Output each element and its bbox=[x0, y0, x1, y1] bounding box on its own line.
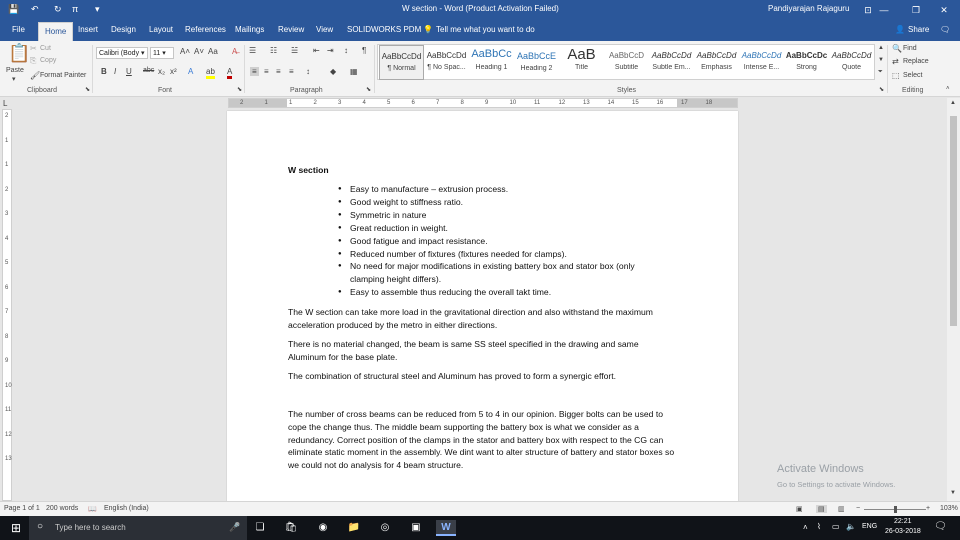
save-icon[interactable]: 💾 bbox=[8, 4, 20, 14]
select-button[interactable]: Select bbox=[903, 72, 923, 79]
paragraph-3: The combination of structural steel and Aluminum has proved to form a synergic effort. bbox=[288, 371, 616, 381]
gallery-more-icon[interactable]: ⏷ bbox=[878, 69, 883, 75]
superscript-button[interactable]: x² bbox=[170, 67, 177, 76]
style-9[interactable] bbox=[739, 45, 784, 80]
paragraph-2: There is no material changed, the beam is same SS steel specified in the drawing and same Aluminum for the base plate. bbox=[288, 339, 639, 362]
paragraph-group-label: Paragraph bbox=[290, 87, 323, 94]
document-heading: W section bbox=[288, 165, 329, 175]
bullet-icon: ● bbox=[338, 237, 342, 244]
clock-date[interactable]: 26-03-2018 bbox=[885, 528, 921, 535]
font-name-value: Calibri (Body bbox=[99, 50, 140, 57]
highlight-icon[interactable]: ab bbox=[206, 67, 215, 79]
tab-references[interactable]: References bbox=[185, 25, 226, 34]
style-preview: AaBbCcDd bbox=[381, 52, 422, 61]
language-status[interactable]: English (India) bbox=[104, 505, 149, 512]
bullet-item: Reduced number of fixtures (fixtures needed for clamps). bbox=[350, 248, 567, 259]
style-7[interactable] bbox=[649, 45, 694, 80]
word-taskbar-icon[interactable]: W bbox=[436, 520, 456, 536]
comments-icon[interactable]: 🗨 bbox=[940, 25, 951, 34]
bullet-icon: ● bbox=[338, 250, 342, 257]
bullet-item: Easy to assemble thus reducing the overall takt time. bbox=[350, 287, 552, 298]
bullet-item: Symmetric in nature bbox=[350, 209, 427, 220]
font-color-icon[interactable]: A bbox=[227, 67, 232, 79]
word-count[interactable]: 200 words bbox=[46, 505, 79, 512]
proofing-icon[interactable]: 📖 bbox=[88, 506, 97, 513]
italic-button[interactable]: I bbox=[114, 67, 117, 76]
input-language[interactable]: ENG bbox=[862, 523, 878, 530]
tab-home[interactable]: Home bbox=[38, 22, 73, 41]
app-icon[interactable]: ▣ bbox=[411, 522, 421, 533]
minimize-button[interactable]: — bbox=[879, 5, 889, 15]
select-icon: ⬚ bbox=[892, 71, 900, 80]
ruler-number: 10 bbox=[5, 382, 12, 389]
style-name: Subtle Em... bbox=[652, 64, 691, 71]
style-1[interactable] bbox=[379, 45, 424, 80]
horizontal-ruler[interactable] bbox=[228, 98, 738, 108]
tab-solidworks-pdm[interactable]: SOLIDWORKS PDM bbox=[347, 25, 422, 34]
style-8[interactable] bbox=[694, 45, 739, 80]
ruler-number: 1 bbox=[5, 162, 9, 168]
format-painter-icon: 🖌 bbox=[30, 71, 41, 80]
page-count[interactable]: Page 1 of 1 bbox=[4, 505, 40, 512]
taskbar bbox=[0, 516, 960, 540]
ruler-number: 9 bbox=[485, 100, 489, 106]
bullet-item: Good fatigue and impact resistance. bbox=[350, 235, 488, 246]
style-preview: AaBbCcE bbox=[516, 51, 557, 61]
justify-button[interactable]: ≡ bbox=[289, 67, 294, 76]
ruler-number: 12 bbox=[5, 431, 12, 438]
customize-qat-icon[interactable]: ▾ bbox=[95, 4, 100, 14]
style-name: Subtitle bbox=[614, 64, 639, 71]
ruler-number: 2 bbox=[313, 100, 317, 106]
document-page[interactable] bbox=[227, 111, 738, 503]
gallery-up-icon[interactable]: ▲ bbox=[878, 45, 884, 51]
style-name: Emphasis bbox=[701, 64, 732, 71]
close-button[interactable]: ✕ bbox=[940, 5, 948, 15]
style-3[interactable] bbox=[469, 45, 514, 80]
style-name: ¶ Normal bbox=[387, 65, 416, 72]
show-hidden-icons[interactable]: ˄ bbox=[803, 523, 808, 532]
underline-button[interactable]: U bbox=[126, 67, 132, 76]
ruler-number: 1 bbox=[5, 137, 9, 144]
zoom-slider[interactable] bbox=[864, 509, 926, 510]
style-2[interactable] bbox=[424, 45, 469, 80]
ruler-number: 13 bbox=[583, 100, 590, 106]
center-button[interactable]: ≡ bbox=[264, 67, 269, 76]
ruler-number: 13 bbox=[5, 456, 12, 462]
style-name: Strong bbox=[796, 64, 817, 71]
web-layout-icon[interactable]: ▥ bbox=[838, 506, 845, 513]
replace-button[interactable]: Replace bbox=[903, 58, 929, 65]
bullet-item: Easy to manufacture – extrusion process. bbox=[350, 184, 509, 194]
user-name[interactable]: Pandiyarajan Rajaguru bbox=[768, 4, 850, 13]
find-icon: 🔍 bbox=[892, 44, 902, 53]
copy-button[interactable]: Copy bbox=[40, 57, 57, 64]
gallery-down-icon[interactable]: ▼ bbox=[878, 57, 884, 63]
style-name: Intense E... bbox=[743, 64, 780, 71]
ruler-number: 7 bbox=[5, 309, 9, 315]
show-formatting-icon[interactable]: ¶ bbox=[362, 46, 367, 55]
line-spacing-icon[interactable]: ↕ bbox=[306, 67, 310, 76]
editing-group-label: Editing bbox=[902, 87, 924, 94]
paste-icon[interactable]: 📋 bbox=[8, 43, 31, 63]
strikethrough-button[interactable]: abc bbox=[143, 67, 155, 74]
bullets-icon[interactable]: ☰ bbox=[249, 46, 257, 55]
ruler-number: 5 bbox=[387, 100, 391, 106]
style-name: Title bbox=[575, 64, 588, 71]
ruler-number: 2 bbox=[5, 186, 9, 193]
restore-button[interactable]: ❐ bbox=[911, 5, 921, 15]
volume-icon[interactable]: 🔈 bbox=[846, 522, 856, 531]
replace-icon: ⇄ bbox=[892, 57, 899, 66]
battery-icon[interactable]: ▭ bbox=[832, 522, 840, 531]
ribbon-display-icon[interactable]: ⊡ bbox=[864, 5, 872, 15]
ruler-number: 2 bbox=[240, 100, 244, 106]
align-right-button[interactable]: ≡ bbox=[276, 67, 281, 76]
change-case-icon[interactable]: Aa bbox=[208, 47, 218, 56]
activate-windows-subtitle: Go to Settings to activate Windows. bbox=[777, 480, 896, 489]
tab-selector-icon[interactable]: L bbox=[3, 99, 8, 108]
ruler-number: 18 bbox=[705, 100, 713, 106]
bullet-icon: ● bbox=[338, 224, 342, 231]
bullet-icon: ● bbox=[338, 186, 342, 192]
ruler-number: 9 bbox=[5, 358, 9, 364]
styles-launcher-icon[interactable]: ⬊ bbox=[879, 87, 885, 93]
shading-icon[interactable]: ◆ bbox=[330, 67, 337, 76]
ruler-number: 10 bbox=[509, 100, 517, 106]
ruler-number: 7 bbox=[436, 100, 440, 106]
style-10[interactable] bbox=[784, 45, 829, 80]
bullet-icon: ● bbox=[338, 263, 342, 270]
decrease-indent-icon[interactable]: ⇤ bbox=[313, 46, 320, 55]
ruler-number: 12 bbox=[558, 100, 566, 106]
subscript-button[interactable]: x₂ bbox=[158, 67, 166, 76]
vertical-ruler[interactable] bbox=[2, 109, 12, 501]
font-group-label: Font bbox=[158, 87, 173, 94]
ruler-number: 6 bbox=[411, 100, 415, 106]
paragraph-1: The W section can take more load in the gravitational direction and also withstand the maximum acceleration produced by the metro in either directions. bbox=[288, 307, 653, 330]
style-preview: AaBbCcDd bbox=[741, 51, 782, 60]
font-name-select[interactable]: Calibri (Body ▾ bbox=[96, 47, 148, 59]
ruler-number: 14 bbox=[607, 100, 615, 106]
style-6[interactable] bbox=[604, 45, 649, 80]
network-icon[interactable]: ⌇ bbox=[817, 522, 821, 531]
tab-insert[interactable]: Insert bbox=[78, 25, 99, 34]
style-name: Heading 2 bbox=[520, 65, 553, 72]
borders-icon[interactable]: ▦ bbox=[350, 67, 358, 76]
redo-icon[interactable]: ↻ bbox=[54, 4, 62, 14]
shrink-font-icon[interactable]: A˅ bbox=[194, 47, 205, 56]
zoom-out-button[interactable]: − bbox=[856, 505, 861, 512]
read-mode-icon[interactable]: ▣ bbox=[796, 506, 803, 513]
status-bar bbox=[0, 501, 960, 516]
tab-mailings[interactable]: Mailings bbox=[235, 25, 265, 34]
font-size-value: 11 bbox=[153, 50, 161, 57]
style-preview: AaBbCcDd bbox=[426, 51, 467, 60]
share-icon[interactable]: 👤 bbox=[895, 25, 905, 34]
scroll-down-icon[interactable]: ▼ bbox=[950, 490, 956, 496]
clipboard-group-label: Clipboard bbox=[27, 87, 57, 94]
tab-design[interactable]: Design bbox=[111, 25, 136, 34]
styles-group-label: Styles bbox=[617, 87, 637, 94]
tab-review[interactable]: Review bbox=[278, 25, 305, 34]
bullet-item: Great reduction in weight. bbox=[350, 222, 448, 233]
ruler-number: 4 bbox=[362, 100, 366, 106]
multilevel-list-icon[interactable]: ☱ bbox=[291, 46, 299, 55]
ruler-number: 11 bbox=[534, 100, 541, 106]
window-title: W section - Word (Product Activation Failed) bbox=[402, 4, 559, 13]
ruler-number: 8 bbox=[5, 333, 9, 340]
title-bar bbox=[0, 0, 960, 20]
cut-icon: ✂ bbox=[30, 44, 37, 53]
grow-font-icon[interactable]: A˄ bbox=[180, 47, 191, 56]
lightbulb-icon: 💡 bbox=[423, 25, 433, 34]
scroll-up-icon[interactable]: ▲ bbox=[950, 100, 956, 106]
clipboard-launcher-icon[interactable]: ⬊ bbox=[85, 87, 91, 93]
ruler-number: 16 bbox=[656, 100, 664, 106]
style-preview: AaBbCcDc bbox=[785, 51, 828, 60]
ruler-number: 2 bbox=[5, 113, 9, 119]
paragraph-launcher-icon[interactable]: ⬊ bbox=[366, 87, 372, 93]
zoom-slider-thumb[interactable] bbox=[894, 506, 897, 513]
store-icon[interactable]: 🛍 bbox=[284, 522, 298, 533]
zoom-in-button[interactable]: + bbox=[926, 505, 931, 512]
start-icon[interactable]: ⊞ bbox=[10, 521, 22, 535]
cortana-icon: ○ bbox=[37, 521, 44, 532]
ruler-number: 4 bbox=[5, 235, 9, 242]
ruler-number: 1 bbox=[289, 100, 293, 106]
style-preview: AaBbCcDd bbox=[831, 51, 872, 60]
taskbar-search-box[interactable] bbox=[29, 516, 247, 540]
tab-file[interactable]: File bbox=[12, 25, 25, 34]
style-preview: AaBbCc bbox=[471, 48, 512, 60]
taskbar-search-placeholder: Type here to search bbox=[55, 523, 126, 532]
equation-icon[interactable]: π bbox=[72, 4, 79, 14]
ruler-number: 3 bbox=[338, 100, 342, 106]
styles-gallery bbox=[377, 44, 875, 80]
vertical-scrollbar[interactable] bbox=[947, 98, 960, 501]
align-left-button[interactable]: ≡ bbox=[252, 67, 257, 76]
clock-time[interactable]: 22:21 bbox=[894, 518, 912, 525]
paste-dropdown-icon[interactable]: ▾ bbox=[12, 76, 16, 83]
ruler-number: 1 bbox=[264, 100, 268, 106]
style-name: ¶ No Spac... bbox=[427, 64, 466, 71]
font-size-select[interactable]: 11 ▾ bbox=[150, 47, 174, 59]
clear-formatting-icon[interactable]: A̶ bbox=[232, 47, 238, 56]
share-button[interactable]: Share bbox=[908, 25, 930, 34]
ruler-number: 17 bbox=[681, 100, 688, 106]
cut-button[interactable]: Cut bbox=[40, 45, 51, 52]
ruler-number: 15 bbox=[632, 100, 639, 106]
ruler-number: 5 bbox=[5, 260, 9, 266]
style-preview: AaBbCcDd bbox=[696, 51, 737, 60]
bullet-icon: ● bbox=[338, 289, 342, 296]
paste-button[interactable]: Paste bbox=[6, 67, 24, 74]
tab-layout[interactable]: Layout bbox=[149, 25, 174, 34]
style-preview: AaBbCcDd bbox=[651, 51, 692, 60]
print-layout-icon[interactable]: ▤ bbox=[818, 506, 825, 513]
file-explorer-icon[interactable]: 📁 bbox=[347, 522, 361, 533]
action-center-icon[interactable]: 🗨 bbox=[934, 521, 947, 532]
bullet-item: Good weight to stiffness ratio. bbox=[350, 196, 464, 207]
zoom-level[interactable]: 103% bbox=[940, 505, 958, 512]
collapse-ribbon-icon[interactable]: ˄ bbox=[946, 86, 950, 92]
tab-view[interactable]: View bbox=[316, 25, 334, 34]
format-painter-button[interactable]: Format Painter bbox=[40, 72, 87, 79]
sort-icon[interactable]: ↕ bbox=[344, 46, 348, 55]
font-launcher-icon[interactable]: ⬊ bbox=[237, 87, 243, 93]
style-5[interactable] bbox=[559, 45, 604, 80]
style-4[interactable] bbox=[514, 45, 559, 80]
style-11[interactable] bbox=[829, 45, 874, 80]
style-preview: AaBbCcD bbox=[608, 51, 645, 60]
find-button[interactable]: Find bbox=[903, 45, 917, 52]
tell-me-search[interactable]: Tell me what you want to do bbox=[436, 25, 535, 34]
bullet-icon: ● bbox=[338, 198, 342, 205]
numbering-icon[interactable]: ☷ bbox=[270, 46, 278, 55]
ruler-number: 8 bbox=[460, 100, 464, 106]
chrome-icon[interactable]: ◉ bbox=[318, 522, 328, 533]
undo-icon[interactable]: ↶ bbox=[31, 4, 39, 14]
ruler-number: 6 bbox=[5, 284, 9, 291]
activate-windows-title: Activate Windows bbox=[777, 463, 864, 475]
ribbon-tabs bbox=[0, 20, 960, 41]
ruler-number: 11 bbox=[5, 407, 12, 413]
solidworks-icon[interactable]: ◎ bbox=[380, 522, 390, 533]
bullet-icon: ● bbox=[338, 211, 342, 218]
style-name: Quote bbox=[841, 64, 862, 71]
task-view-icon[interactable]: ❏ bbox=[255, 522, 265, 533]
ruler-number: 3 bbox=[5, 211, 9, 217]
scrollbar-thumb[interactable] bbox=[950, 116, 957, 326]
bold-button[interactable]: B bbox=[101, 67, 107, 76]
microphone-icon[interactable]: 🎤 bbox=[229, 522, 241, 532]
bullet-item: No need for major modifications in existing battery box and stator box (only clamping height differs). bbox=[350, 261, 635, 285]
ribbon-home bbox=[0, 41, 960, 97]
copy-icon: ⎘ bbox=[30, 56, 37, 65]
text-effects-icon[interactable]: A bbox=[188, 67, 194, 76]
increase-indent-icon[interactable]: ⇥ bbox=[327, 46, 334, 55]
style-preview: AaB bbox=[567, 46, 596, 63]
style-name: Heading 1 bbox=[475, 64, 508, 71]
paragraph-4: The number of cross beams can be reduced from 5 to 4 in our opinion. Bigger bolts can be used to cope the change thus. The middle beam supporting the battery box is what we consider as a redundancy. Correct position of the clamps in the stator and battery box with respect to the CG can eliminate static moment in the assembly. We dint want to alter structure of battery and stator boxes so we could not do analysis for 4 beam structure. bbox=[288, 409, 675, 471]
